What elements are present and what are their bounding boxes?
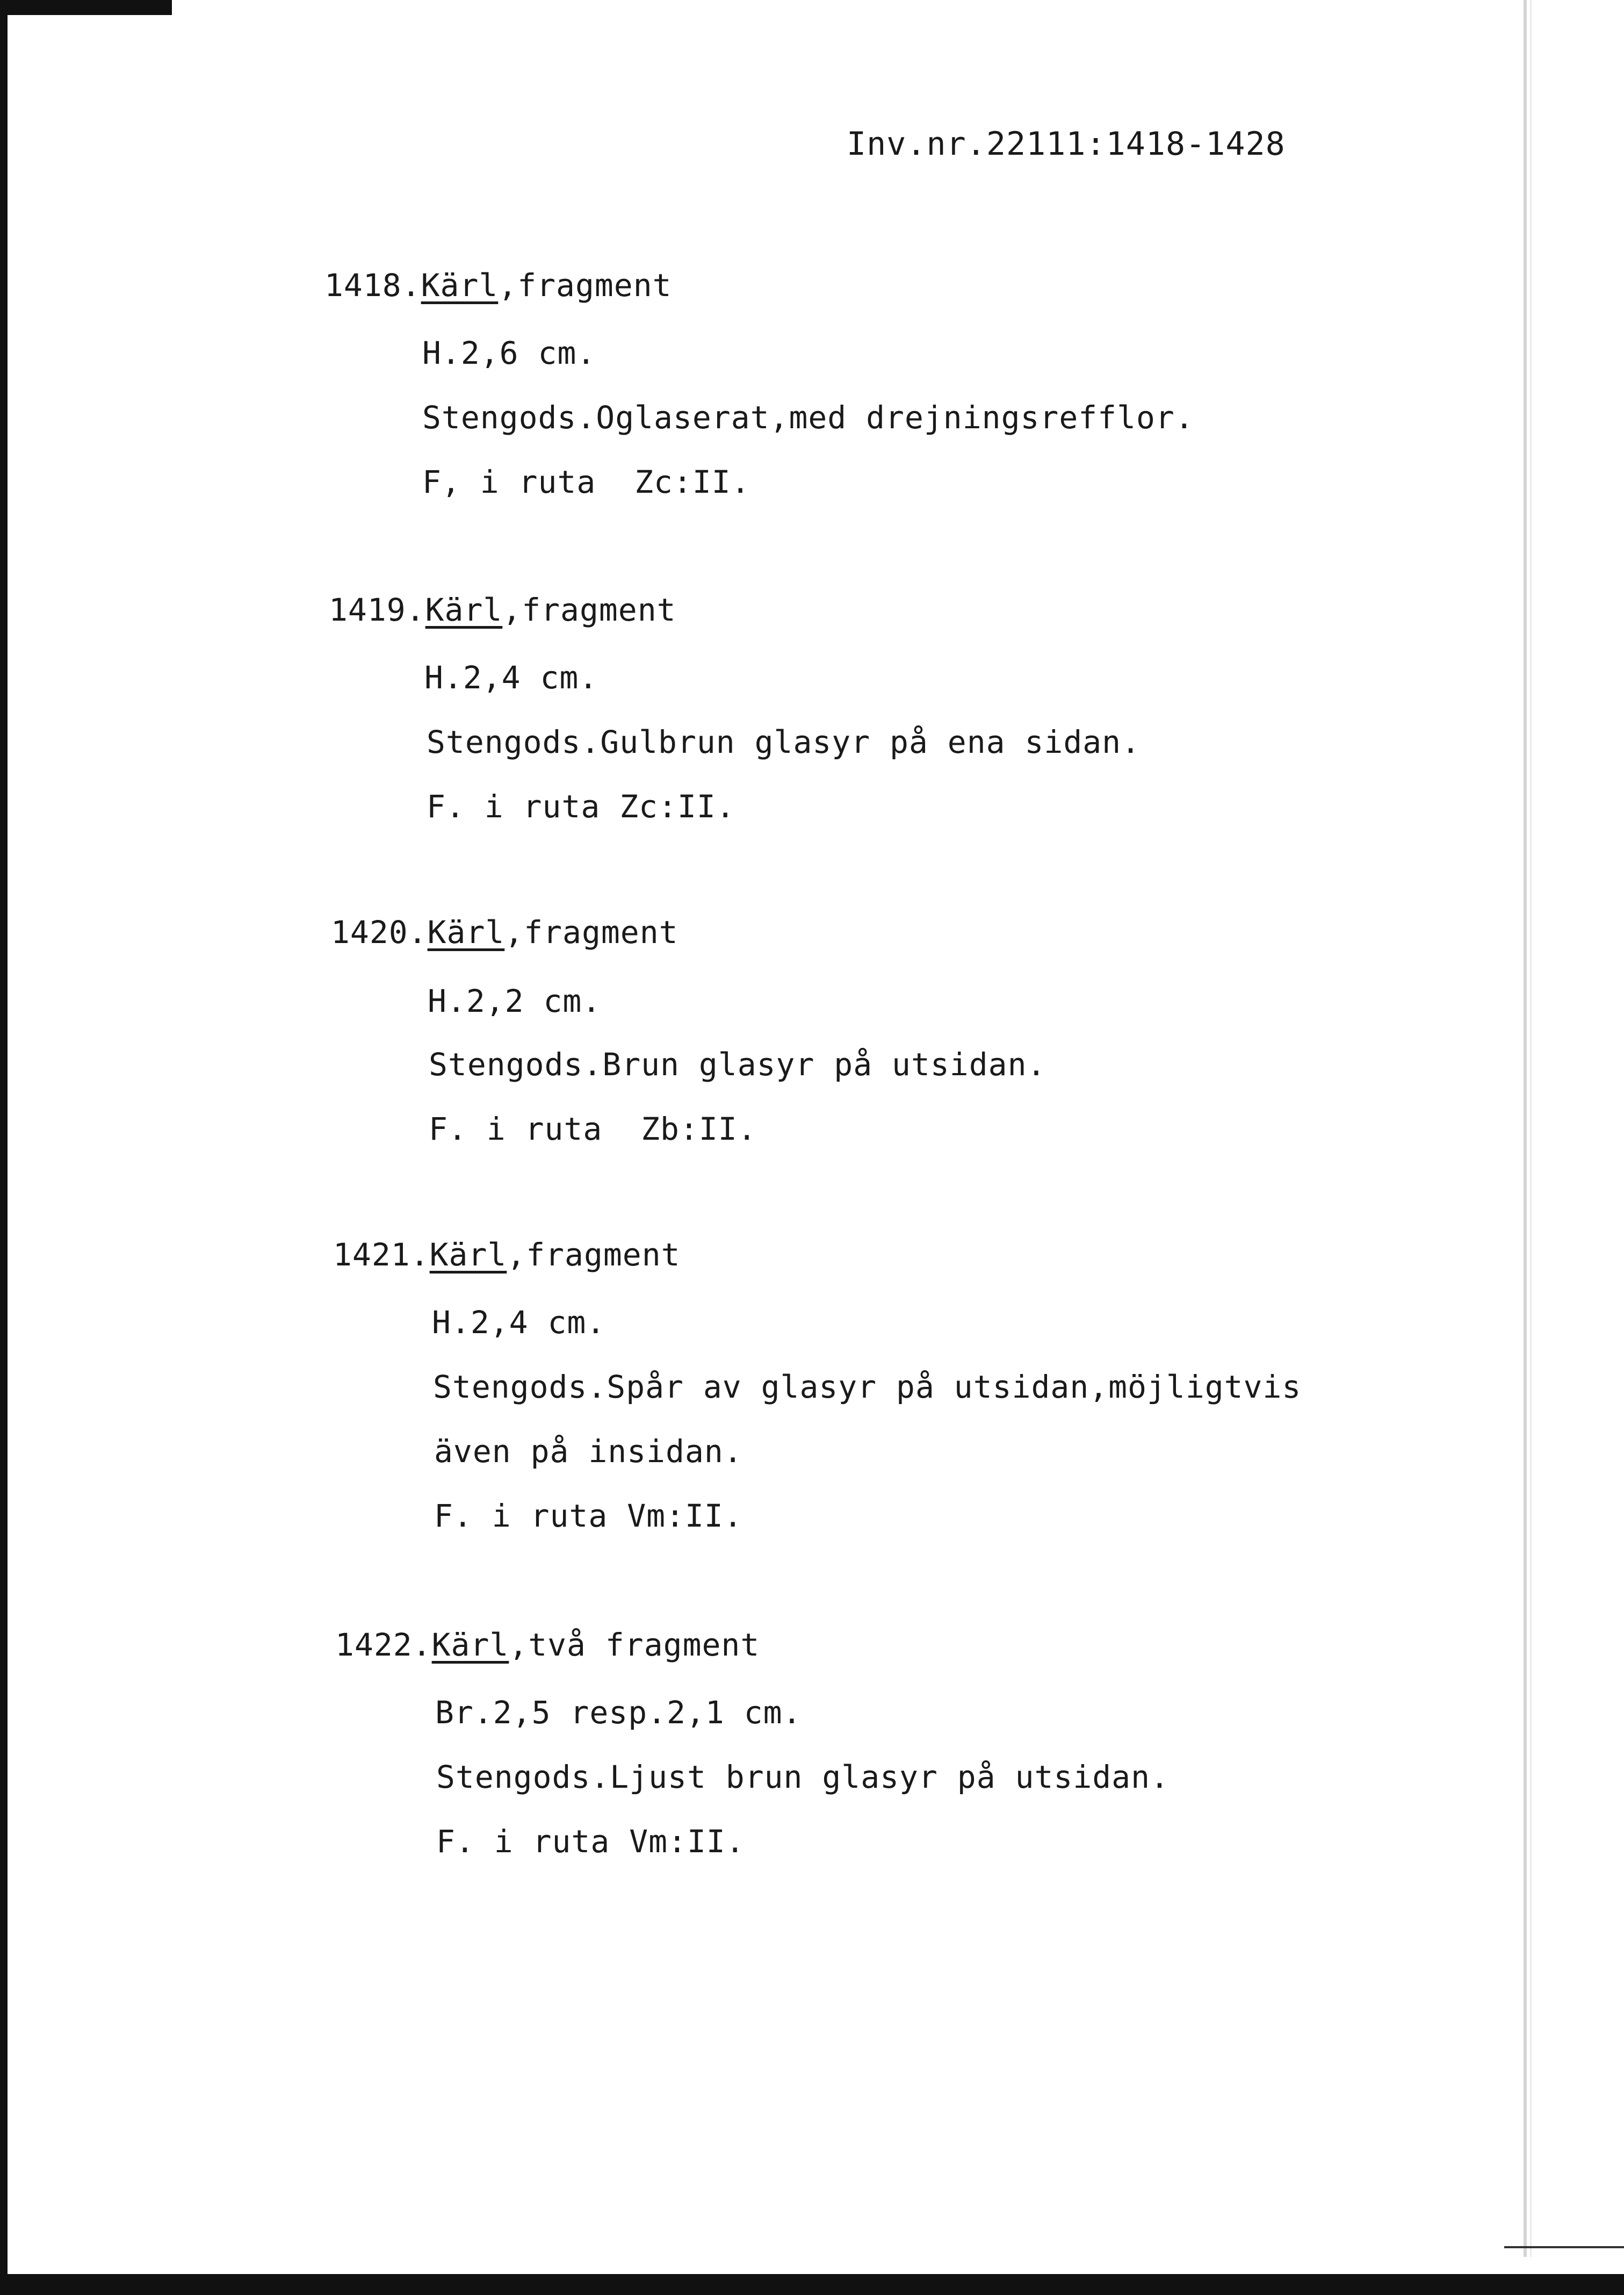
- entry-object-suffix: ,två fragment: [509, 1627, 760, 1663]
- entry-findspot: F. i ruta Vm:II.: [434, 1498, 743, 1534]
- entry-heading: [333, 1236, 681, 1273]
- entry-description: Stengods.Ljust brun glasyr på utsidan.: [436, 1759, 1170, 1795]
- entry-findspot: F, i ruta Zc:II.: [422, 464, 750, 500]
- entry-number: 1420.: [331, 914, 428, 951]
- entry-findspot: F. i ruta Vm:II.: [436, 1823, 745, 1860]
- entry-number: 1421.: [333, 1236, 430, 1273]
- entry-description-continued: även på insidan.: [434, 1433, 743, 1470]
- entry-number: 1418.: [324, 267, 421, 304]
- entry-heading: [329, 592, 676, 628]
- entry-dimension: H.2,6 cm.: [422, 335, 596, 371]
- entry-object-suffix: ,fragment: [504, 914, 679, 951]
- entry-number: 1422.: [335, 1627, 432, 1663]
- entry-findspot: F. i ruta Zc:II.: [427, 788, 735, 825]
- entry-description: Stengods.Spår av glasyr på utsidan,möjligtvis: [433, 1369, 1302, 1405]
- page-corner-shadow: [1504, 2246, 1624, 2248]
- scan-bottom-edge: [0, 2274, 1624, 2295]
- entry-object-suffix: ,fragment: [502, 592, 676, 628]
- scan-corner-artifact: [0, 0, 172, 15]
- entry-dimension: Br.2,5 resp.2,1 cm.: [435, 1694, 802, 1731]
- entry-number: 1419.: [329, 592, 425, 628]
- entry-object: Kärl: [429, 1236, 507, 1273]
- inventory-number: Inv.nr.22111:1418-1428: [847, 125, 1286, 163]
- entry-object-suffix: ,fragment: [507, 1236, 681, 1273]
- entry-description: Stengods.Gulbrun glasyr på ena sidan.: [427, 724, 1141, 760]
- entry-description: Stengods.Brun glasyr på utsidan.: [429, 1046, 1046, 1083]
- entry-dimension: H.2,2 cm.: [428, 983, 602, 1019]
- entry-findspot: F. i ruta Zb:II.: [429, 1111, 757, 1147]
- entry-heading: [331, 914, 679, 951]
- entry-dimension: H.2,4 cm.: [432, 1304, 606, 1341]
- entry-object: Kärl: [431, 1627, 509, 1663]
- page-right-edge: [1524, 0, 1527, 2257]
- entry-description: Stengods.Oglaserat,med drejningsrefflor.: [422, 399, 1194, 436]
- entry-heading: [324, 267, 672, 304]
- entry-object: Kärl: [425, 592, 503, 628]
- entry-heading: [335, 1627, 760, 1663]
- entry-dimension: H.2,4 cm.: [424, 659, 598, 696]
- entry-object: Kärl: [427, 914, 505, 951]
- entry-object-suffix: ,fragment: [498, 267, 672, 304]
- scan-left-edge: [0, 15, 8, 2295]
- page-right-edge-shadow: [1530, 0, 1532, 2257]
- entry-object: Kärl: [421, 267, 499, 304]
